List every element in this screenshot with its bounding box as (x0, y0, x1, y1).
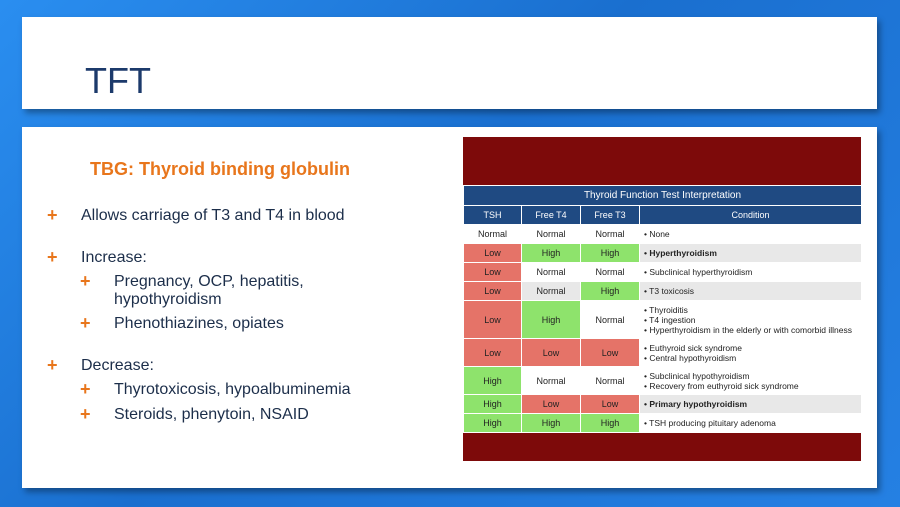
condition-line: • T4 ingestion (644, 314, 696, 325)
table-caption: Thyroid Function Test Interpretation (464, 186, 862, 206)
plus-icon: + (80, 379, 91, 399)
plus-icon: + (80, 404, 91, 424)
table-row (464, 414, 862, 433)
tsh-cell: Low (464, 282, 522, 301)
condition-cell (640, 225, 862, 244)
table-row (464, 282, 862, 301)
table-row (464, 301, 862, 339)
table-body (464, 225, 862, 433)
tsh-cell: Normal (464, 225, 522, 244)
condition-cell (640, 339, 862, 367)
bullet-text: Phenothiazines, opiates (114, 315, 284, 332)
t4-cell: Normal (522, 263, 581, 282)
sub-bullet-steroids (114, 406, 309, 424)
condition-line: • T3 toxicosis (644, 286, 695, 296)
t3-cell: High (581, 282, 640, 301)
subheading: TBG: Thyroid binding globulin (90, 159, 350, 179)
slide-title: TFT (85, 60, 151, 101)
tft-table (463, 185, 862, 433)
t4-cell: Normal (522, 367, 581, 395)
condition-line: • TSH producing pituitary adenoma (644, 418, 776, 428)
condition-line: • Primary hypothyroidism (644, 399, 748, 409)
plus-icon: + (47, 355, 58, 375)
condition-cell (640, 244, 862, 263)
bullet-text: Thyrotoxicosis, hypoalbuminemia (114, 381, 351, 398)
plus-icon: + (47, 247, 58, 267)
condition-line: • Hyperthyroidism in the elderly or with comorbid illness (644, 324, 852, 335)
condition-line: • None (644, 229, 670, 239)
condition-cell (640, 395, 862, 414)
table-row (464, 395, 862, 414)
bullet-decrease (81, 357, 154, 375)
title-panel (22, 17, 877, 109)
tsh-cell: High (464, 414, 522, 433)
t4-cell: Low (522, 339, 581, 367)
condition-line: • Subclinical hyperthyroidism (644, 267, 753, 277)
column-header: Condition (640, 206, 862, 225)
condition-line: • Thyroiditis (644, 304, 688, 315)
t4-cell: Low (522, 395, 581, 414)
sub-bullet-pregnancy (114, 273, 334, 309)
table-row (464, 225, 862, 244)
t3-cell: Normal (581, 301, 640, 339)
bullet-text: Pregnancy, OCP, hepatitis, hypothyroidism (114, 273, 304, 308)
column-header: Free T3 (581, 206, 640, 225)
tsh-cell: Low (464, 244, 522, 263)
tft-table-figure (463, 137, 861, 461)
t3-cell: Normal (581, 225, 640, 244)
bullet-text: Increase: (81, 249, 147, 266)
content-panel (22, 127, 877, 488)
tsh-cell: Low (464, 339, 522, 367)
t4-cell: Normal (522, 282, 581, 301)
t3-cell: Normal (581, 263, 640, 282)
condition-line: • Recovery from euthyroid sick syndrome (644, 380, 799, 391)
t4-cell: High (522, 244, 581, 263)
table-row (464, 263, 862, 282)
t3-cell: High (581, 414, 640, 433)
column-header: TSH (464, 206, 522, 225)
tsh-cell: High (464, 395, 522, 414)
condition-line: • Subclinical hypothyroidism (644, 370, 750, 381)
tsh-cell: Low (464, 301, 522, 339)
t4-cell: High (522, 301, 581, 339)
t3-cell: Low (581, 339, 640, 367)
bullet-carriage (81, 207, 345, 225)
bullet-text: Allows carriage of T3 and T4 in blood (81, 207, 345, 224)
condition-cell (640, 263, 862, 282)
t3-cell: Low (581, 395, 640, 414)
condition-cell (640, 282, 862, 301)
t4-cell: Normal (522, 225, 581, 244)
plus-icon: + (80, 313, 91, 333)
t3-cell: Normal (581, 367, 640, 395)
condition-cell (640, 367, 862, 395)
t3-cell: High (581, 244, 640, 263)
condition-line: • Euthyroid sick syndrome (644, 342, 742, 353)
condition-cell (640, 414, 862, 433)
sub-bullet-phenothiazines (114, 315, 284, 333)
bullet-text: Steroids, phenytoin, NSAID (114, 406, 309, 423)
table-row (464, 339, 862, 367)
condition-cell (640, 301, 862, 339)
tsh-cell: Low (464, 263, 522, 282)
tsh-cell: High (464, 367, 522, 395)
plus-icon: + (47, 205, 58, 225)
t4-cell: High (522, 414, 581, 433)
bullet-text: Decrease: (81, 357, 154, 374)
bullet-increase (81, 249, 147, 267)
condition-line: • Central hypothyroidism (644, 352, 737, 363)
condition-line: • Hyperthyroidism (644, 248, 717, 258)
plus-icon: + (80, 271, 91, 291)
sub-bullet-thyrotoxicosis (114, 381, 351, 399)
column-header: Free T4 (522, 206, 581, 225)
table-row (464, 244, 862, 263)
table-row (464, 367, 862, 395)
